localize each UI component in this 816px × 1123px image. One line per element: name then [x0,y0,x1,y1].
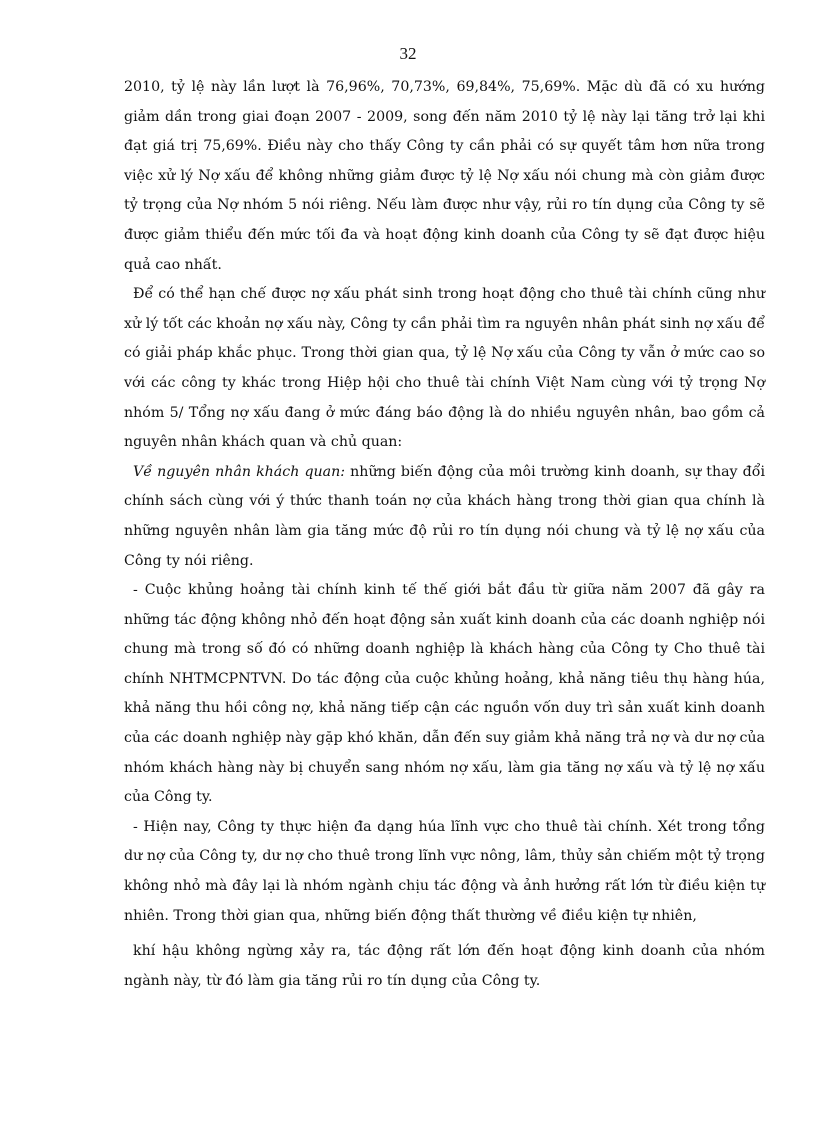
page-number: 32 [399,44,417,63]
paragraph-causes-intro: Để có thể hạn chế được nợ xấu phát sinh trong hoạt động cho thuê tài chính cũng như xử lý tốt các khoản nợ xấu này, Công ty cần phải tìm ra nguyên nhân phát sinh nợ xấu để có giải pháp khắc phục. Trong thời gian qua, tỷ lệ Nợ xấu của Công ty vẫn ở mức cao so với các công ty khác trong Hiệp hội cho thuê tài chính Việt Nam cùng với tỷ trọng Nợ nhóm 5/ Tổng nợ xấu đang ở mức đáng báo động là do nhiều nguyên nhân, bao gồm cả nguyên nhân khách quan và chủ quan: [124,286,765,451]
paragraph-diversification: - Hiện nay, Công ty thực hiện đa dạng húa lĩnh vực cho thuê tài chính. Xét trong tổng dư nợ của Công ty, dư nợ cho thuê trong lĩnh vực nông, lâm, thủy sản chiếm một tỷ trọng không nhỏ mà đây lại là nhóm ngành chịu tác động và ảnh hưởng rất lớn từ điều kiện tự nhiên. Trong thời gian qua, những biến động thất thường về điều kiện tự nhiên, [124,818,765,924]
italic-lead-objective-causes: Về nguyên nhân khách quan: [133,463,346,480]
paragraph-objective-causes-text: những biến động của môi trường kinh doanh, sự thay đổi chính sách cùng với ý thức thanh toán nợ của khách hàng trong thời gian qua chính là những nguyên nhân làm gia tăng mức độ rủi ro tín dụng nói chung và tỷ lệ nợ xấu của Công ty nói riêng. [124,463,765,569]
paragraph-climate: khí hậu không ngừng xảy ra, tác động rất lớn đến hoạt động kinh doanh của nhóm ngành này, từ đó làm gia tăng rủi ro tín dụng của Công ty. [124,943,765,989]
paragraph-continuation: 2010, tỷ lệ này lần lượt là 76,96%, 70,73%, 69,84%, 75,69%. Mặc dù đã có xu hướng giảm dần trong giai đoạn 2007 - 2009, song đến năm 2010 tỷ lệ này lại tăng trở lại khi đạt giá trị 75,69%. Điều này cho thấy Công ty cần phải có sự quyết tâm hơn nữa trong việc xử lý Nợ xấu để không những giảm được tỷ lệ Nợ xấu nói chung mà còn giảm được tỷ trọng của Nợ nhóm 5 nói riêng. Nếu làm được như vậy, rủi ro tín dụng của Công ty sẽ được giảm thiểu đến mức tối đa và hoạt động kinh doanh của Công ty sẽ đạt được hiệu quả cao nhất. [124,79,765,273]
paragraph-objective-causes [124,458,765,576]
paragraph-financial-crisis: - Cuộc khủng hoảng tài chính kinh tế thế giới bắt đầu từ giữa năm 2007 đã gây ra những tác động không nhỏ đến hoạt động sản xuất kinh doanh của các doanh nghiệp nói chung mà trong số đó có những doanh nghiệp là khách hàng của Công ty Cho thuê tài chính NHTMCPNTVN. Do tác động của cuộc khủng hoảng, khả năng tiêu thụ hàng húa, khả năng thu hồi công nợ, khả năng tiếp cận các nguồn vốn duy trì sản xuất kinh doanh của các doanh nghiệp này gặp khó khăn, dẫn đến suy giảm khả năng trả nợ và dư nợ của nhóm khách hàng này bị chuyển sang nhóm nợ xấu, làm gia tăng nợ xấu và tỷ lệ nợ xấu của Công ty. [124,582,765,806]
body-text [124,73,765,996]
